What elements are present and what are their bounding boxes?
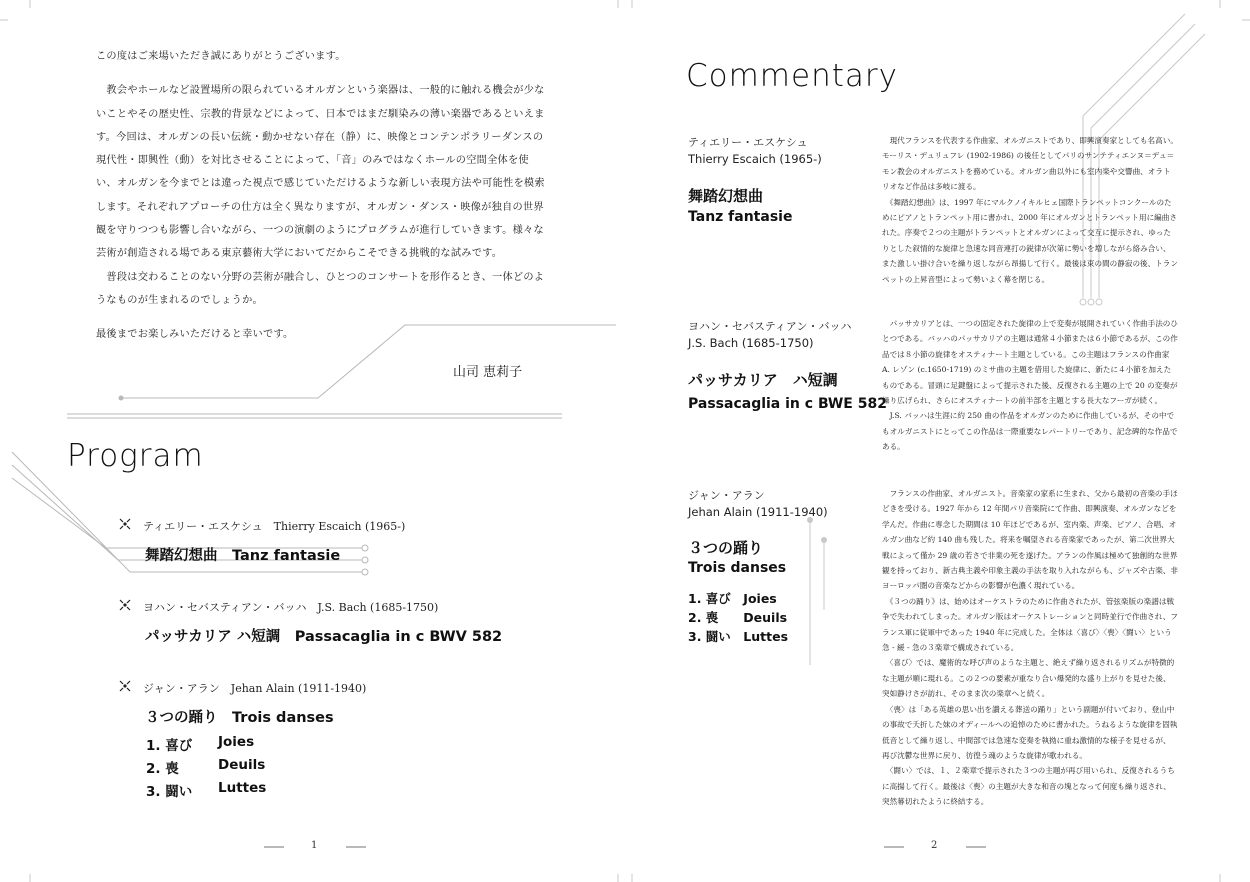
bullet-icon [118,517,132,531]
program-composer-2: ヨハン・セバスティアン・バッハ J.S. Bach (1685-1750) [143,601,439,614]
intro-text [96,45,546,347]
intro-closing: 最後までお楽しみいただけると幸いです。 [96,329,294,341]
commentary-body-2: パッサカリアとは、一つの固定された旋律の上で変奏が展開されていく作曲手法のひとつである。バッハのパッサカリアの主題は通常４小節または６小節であるが、この作品では８小節の旋律をオスティナート主題としている。この主題はフランスの作曲家 A. レゾン (c.1650-1719) のミサ曲の主題を借用した旋律に、新たに４小節を加えたものである。冒頭に足鍵盤によって提示された後、反復される主題の上で 20 の変奏が繰り広げられ、さらにオスティナートの前半部を主題とする長大なフーガが続く。 J.S. バッハは生涯に約 250 曲の作品をオルガンのために作曲しているが、その中でもオルガニストにとってこの作品は一際重要なレパートリーであり、記念碑的な作品である。 [882,319,1178,452]
movement-3-fr: Luttes [218,780,267,796]
intro-paragraph-1: 教会やホールなど設置場所の限られているオルガンという楽器は、一般的に触れる機会が少ないことやその歴史性、宗教的背景などによって、日本ではまだ馴染みの薄い楽器であるといえます。今回は、オルガンの長い伝統・動かせない存在（静）に、映像とコンテンポラリーダンスの現代性・即興性（動）を対比させることによって、「音」のみではなくホールの空間全体を使い、オルガンを今までとは違った視点で感じていただけるような新しい表現方法や可能性を模索します。それぞれアプローチの仕方は全く異なりますが、オルガン・ダンス・映像が独自の世界観を守りつつも影響し合いながら、一つの演劇のようにプログラムが進行していきます。様々な芸術が創造される場である東京藝術大学においてだからこそできる挑戦的な試みです。 [96,85,545,260]
movement-1-jp: 1. 喜び [146,738,193,754]
movement-1-fr: Joies [218,734,255,750]
program-heading: Program [67,438,204,474]
bullet-icon [118,679,132,693]
movement-2-fr: Deuils [218,757,266,773]
intro-paragraph-2: 普段は交わることのない分野の芸術が融合し、ひとつのコンサートを形作るとき、一体どのようなものが生まれるのでしょうか。 [96,271,545,306]
commentary-composer-jp-2: ヨハン・セバスティアン・バッハ [688,320,852,333]
commentary-composer-en-2: J.S. Bach (1685-1750) [688,336,814,350]
movement-2-jp: 2. 喪 [146,761,179,777]
page-number-right: 2 [931,840,938,851]
signature: 山司 恵莉子 [453,365,523,380]
commentary-title-en-3: Trois danses [688,560,787,576]
program-composer-1: ティエリー・エスケシュ Thierry Escaich (1965-) [143,520,406,533]
movement-3-jp: 3. 闘い [146,784,193,800]
commentary-title-jp-2: パッサカリア ハ短調 [688,371,838,389]
commentary-title-jp-3: ３つの踊り [688,539,764,557]
program-title-3: ３つの踊り Trois danses [145,710,334,726]
commentary-title-jp-1: 舞踏幻想曲 [688,187,764,205]
commentary-composer-jp-1: ティエリー・エスケシュ [688,136,808,149]
page-number-left: 1 [311,840,318,851]
commentary-title-en-2: Passacaglia in c BWE 582 [688,396,887,412]
program-title-1: 舞踏幻想曲 Tanz fantasie [145,548,341,564]
commentary-composer-en-1: Thierry Escaich (1965-) [688,152,822,166]
commentary-body-1: 現代フランスを代表する作曲家、オルガニストであり、即興演奏家としても名高い。モーリス・デュリュフレ (1902-1986) の後任としてパリのサンテティエンヌ＝デュ＝モン教会のオルガニストを務めている。オルガン曲以外にも室内楽や交響曲、オラトリオなど作品は多岐に渡る。 《舞踏幻想曲》は、1997 年にマルクノイキルヒェ国際トランペットコンクールのためにピアノとトランペット用に書かれ、2000 年にオルガンとトランペット用に編曲された。序奏で２つの主題がトランペットとオルガンによって交互に提示され、ゆったりとした叙情的な旋律と急速な同音連打の鋭律が次第に勢いを増しながら絡み合い、また激しい掛け合いを繰り返しながら昂揚して行く。最後は束の間の静寂の後、トランペットの上昇音型によって勢いよく幕を閉じる。 [882,136,1178,284]
commentary-heading: Commentary [686,58,898,94]
bullet-icon [118,598,132,612]
commentary-movement-2: 2. 喪 Deuils [688,610,788,625]
program-title-2: パッサカリア ハ短調 Passacaglia in c BWV 582 [145,629,503,645]
commentary-movement-3: 3. 闘い Luttes [688,629,789,644]
commentary-body-3: フランスの作曲家、オルガニスト。音楽家の家系に生まれ、父から最初の音楽の手ほどきを受ける。1927 年から 12 年間パリ音楽院にて作曲、即興演奏、オルガンなどを学んだ。作曲に専念した期間は 10 年ほどであるが、室内楽、声楽、ピアノ、合唱、オルガン曲など約 140 曲も残した。将来を嘱望される音楽家であったが、第二次世界大戦によって僅か 29 歳の若さで非業の死を遂げた。アランの作風は極めて独創的な世界観を持っており、新古典主義や印象主義の手法を取り入れながらも、ジャズや古楽、非ヨーロッパ圏の音楽などからの影響が色濃く現れている。 《３つの踊り》は、始めはオーケストラのために作曲されたが、管弦楽版の楽譜は戦争で失われてしまった。オルガン版はオーケストレーションと同時並行で作曲され、フランス軍に従軍中であった 1940 年に完成した。全体は〈喜び〉〈喪〉〈闘い〉という急 - 緩 - 急の３楽章で構成されている。 〈喜び〉では、魔術的な呼び声のような主題と、絶えず繰り返されるリズムが特徴的な主題が順に現れる。この２つの要素が重なり合い爆発的な盛り上がりを見せた後、突如静けさが訪れ、そのまま次の楽章へと続く。 〈喪〉は「ある英雄の思い出を讃える葬送の踊り」という副題が付いており、登山中の事故で夭折した妹のオディールへの追悼のために書かれた。うねるような旋律を固執低音として繰り返し、中間部では急速な変奏を執拗に重ね激情的な様子を見せるが、再び沈鬱な世界に戻り、彷徨う魂のような旋律が歌われる。 〈闘い〉では、１、２楽章で提示された３つの主題が再び用いられ、反復されるうちに高揚して行く。最後は〈喪〉の主題が大きな和音の塊となって何度も繰り返され、突然幕切れたように終結する。 [882,489,1178,807]
intro-greeting: この度はご来場いただき誠にありがとうございます。 [96,51,346,62]
commentary-title-en-1: Tanz fantasie [688,209,793,225]
commentary-composer-jp-3: ジャン・アラン [688,489,765,502]
commentary-movement-1: 1. 喜び Joies [688,591,777,606]
commentary-composer-en-3: Jehan Alain (1911-1940) [688,505,828,519]
program-composer-3: ジャン・アラン Jehan Alain (1911-1940) [143,682,367,695]
